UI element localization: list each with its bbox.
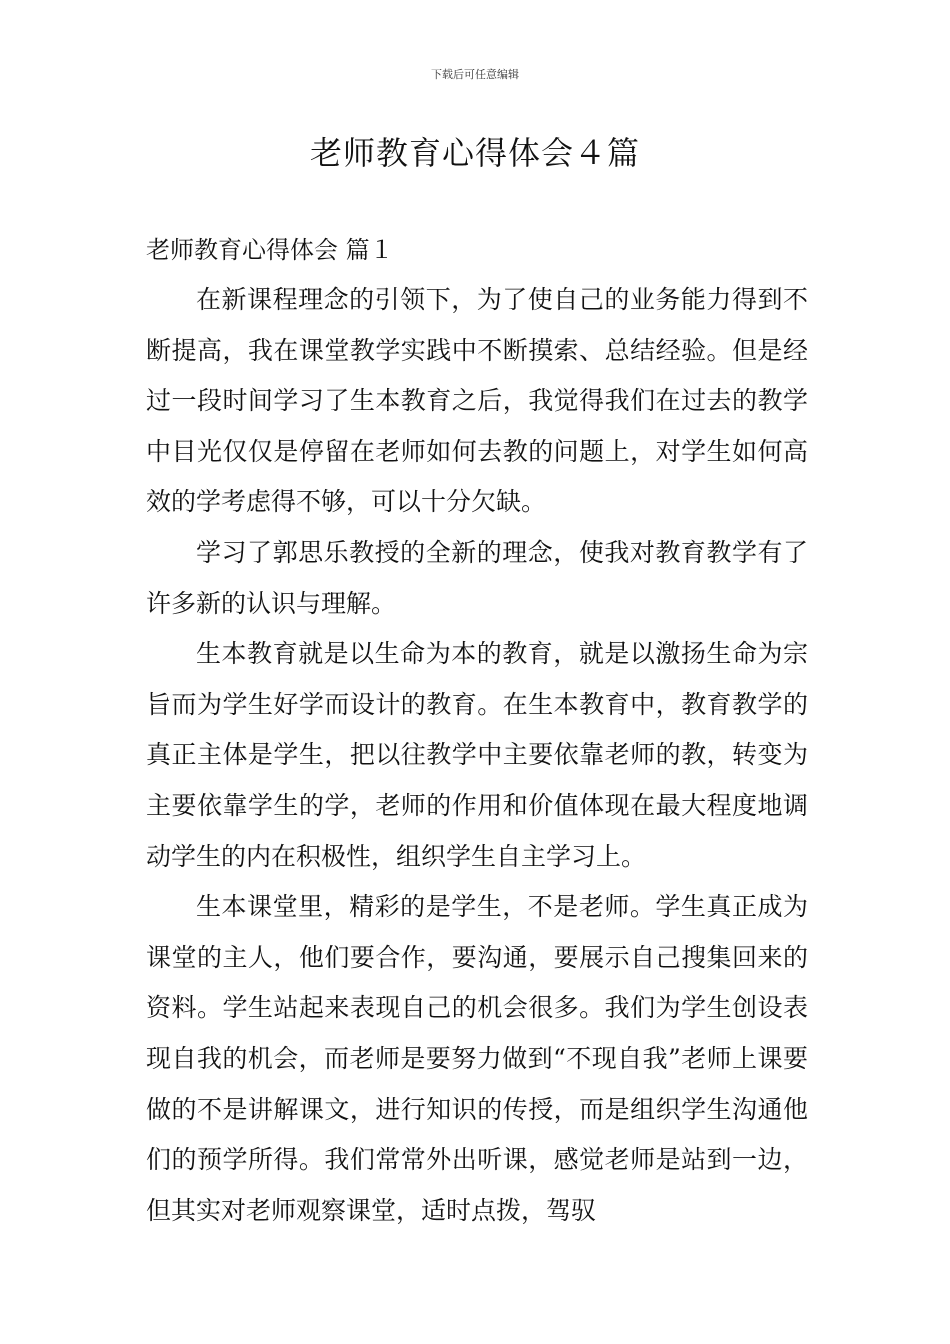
paragraph-1: 在新课程理念的引领下，为了使自己的业务能力得到不断提高，我在课堂教学实践中不断摸索、总结经验。但是经过一段时间学习了生本教育之后，我觉得我们在过去的教学中目光仅仅是停留在老师如何去教的问题上，对学生如何高效的学考虑得不够，可以十分欠缺。 (146, 285, 808, 517)
paragraph-3: 生本教育就是以生命为本的教育，就是以激扬生命为宗旨而为学生好学而设计的教育。在生本教育中，教育教学的真正主体是学生，把以往教学中主要依靠老师的教，转变为主要依靠学生的学，老师的作用和价值体现在最大程度地调动学生的内在积极性，组织学生自主学习上。 (146, 639, 808, 871)
paragraph-2: 学习了郭思乐教授的全新的理念，使我对教育教学有了许多新的认识与理解。 (146, 537, 808, 618)
section-heading: 老师教育心得体会 篇１ (146, 236, 394, 264)
paragraph-4: 生本课堂里，精彩的是学生，不是老师。学生真正成为课堂的主人，他们要合作，要沟通，要展示自己搜集回来的资料。学生站起来表现自己的机会很多。我们为学生创设表现自我的机会，而老师是要努力做到“不现自我”老师上课要做的不是讲解课文，进行知识的传授，而是组织学生沟通他们的预学所得。我们常常外出听课，感觉老师是站到一边，但其实对老师观察课堂，适时点拨，驾驭 (146, 892, 808, 1225)
header-note: 下载后可任意编辑 (431, 68, 519, 81)
document-title: 老师教育心得体会４篇 (309, 134, 640, 172)
document-body (146, 225, 808, 1236)
